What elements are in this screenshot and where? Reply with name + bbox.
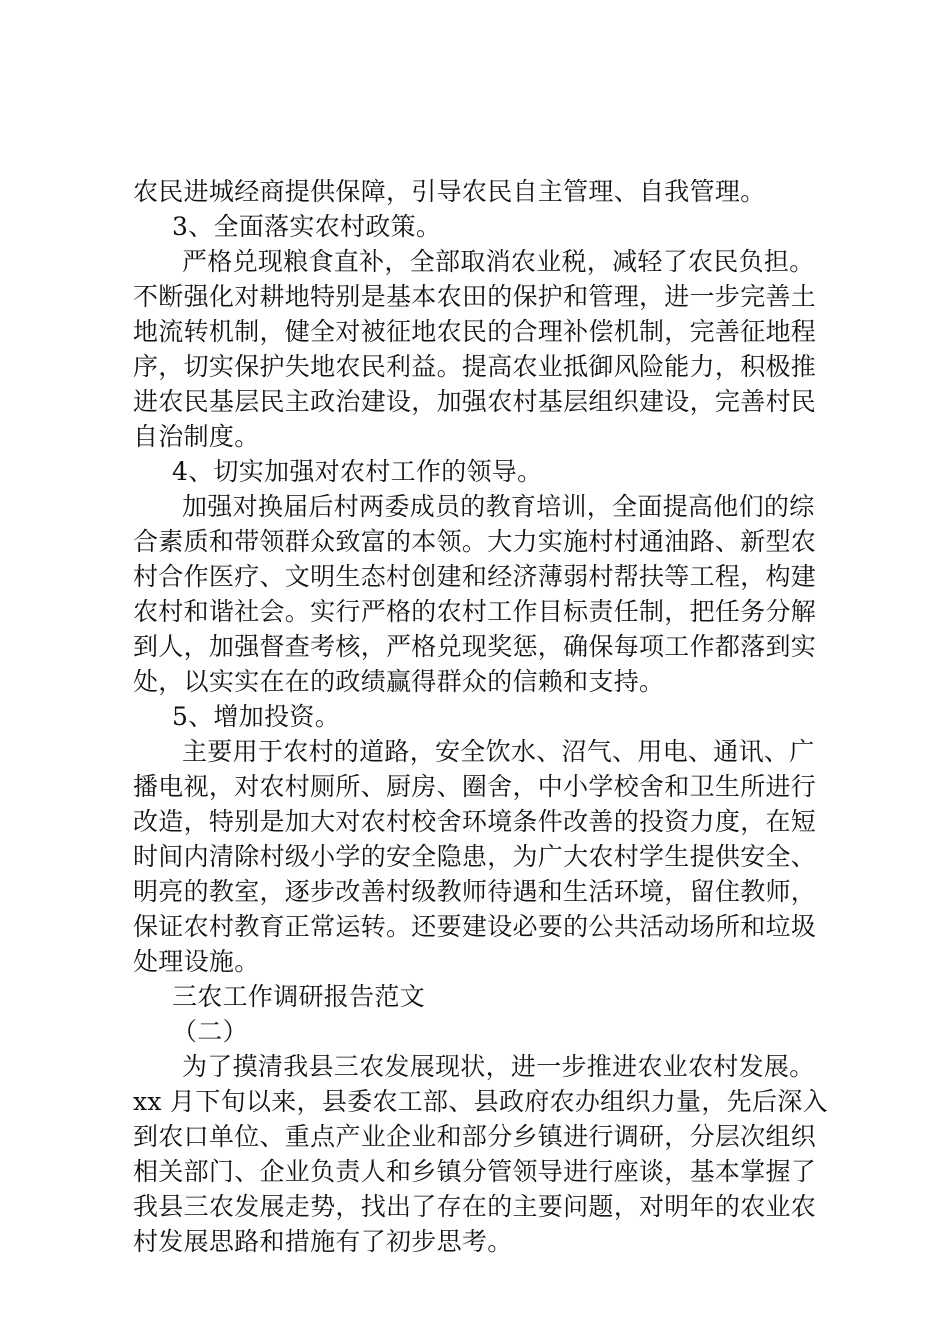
text-line: 保证农村教育正常运转。还要建设必要的公共活动场所和垃圾: [133, 912, 817, 941]
paragraph-first-line: 主要用于农村的道路，安全饮水、沼气、用电、通讯、广: [182, 737, 815, 766]
text-line: 村发展思路和措施有了初步思考。: [133, 1227, 513, 1256]
text-line: 地流转机制，健全对被征地农民的合理补偿机制，完善征地程: [133, 317, 817, 346]
text-line: 农村和谐社会。实行严格的农村工作目标责任制，把任务分解: [133, 597, 817, 626]
paragraph-first-line: 为了摸清我县三农发展现状，进一步推进农业农村发展。: [182, 1052, 815, 1081]
text-line: 农民进城经商提供保障，引导农民自主管理、自我管理。: [133, 177, 766, 206]
text-line: 到人，加强督查考核，严格兑现奖惩，确保每项工作都落到实: [133, 632, 817, 661]
text-line: 合素质和带领群众致富的本领。大力实施村村通油路、新型农: [133, 527, 817, 556]
text-line: 时间内清除村级小学的安全隐患，为广大农村学生提供安全、: [133, 842, 817, 871]
text-line: 自治制度。: [133, 422, 260, 451]
text-line: 序，切实保护失地农民利益。提高农业抵御风险能力，积极推: [133, 352, 817, 381]
text-line: xx 月下旬以来，县委农工部、县政府农办组织力量，先后深入: [133, 1087, 828, 1116]
text-line: 村合作医疗、文明生态村创建和经济薄弱村帮扶等工程，构建: [133, 562, 817, 591]
document-title: 三农工作调研报告范文: [172, 982, 426, 1011]
text-line: 改造，特别是加大对农村校舍环境条件改善的投资力度，在短: [133, 807, 817, 836]
section-heading: 4、切实加强对农村工作的领导。: [172, 457, 543, 486]
section-heading: 3、全面落实农村政策。: [172, 212, 442, 241]
text-line: 相关部门、企业负责人和乡镇分管领导进行座谈，基本掌握了: [133, 1157, 817, 1186]
text-line: 明亮的教室，逐步改善村级教师待遇和生活环境，留住教师，: [133, 877, 817, 906]
paragraph-first-line: 加强对换届后村两委成员的教育培训，全面提高他们的综: [182, 492, 815, 521]
text-line: 到农口单位、重点产业企业和部分乡镇进行调研，分层次组织: [133, 1122, 817, 1151]
text-line: 进农民基层民主政治建设，加强农村基层组织建设，完善村民: [133, 387, 817, 416]
text-line: 处，以实实在在的政绩赢得群众的信赖和支持。: [133, 667, 665, 696]
document-subtitle: （二）: [172, 1017, 248, 1046]
text-line: 播电视，对农村厕所、厨房、圈舍，中小学校舍和卫生所进行: [133, 772, 817, 801]
paragraph-first-line: 严格兑现粮食直补，全部取消农业税，减轻了农民负担。: [182, 247, 815, 276]
text-line: 处理设施。: [133, 947, 260, 976]
text-line: 不断强化对耕地特别是基本农田的保护和管理，进一步完善土: [133, 282, 817, 311]
section-heading: 5、增加投资。: [172, 702, 341, 731]
text-line: 我县三农发展走势，找出了存在的主要问题，对明年的农业农: [133, 1192, 817, 1221]
